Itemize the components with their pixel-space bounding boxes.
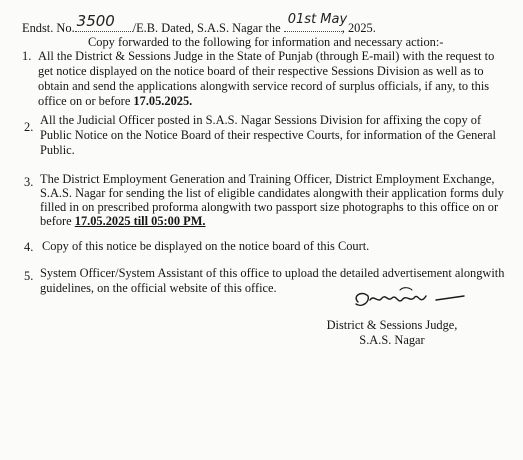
date-handwritten: 01st May xyxy=(287,12,348,27)
item-line: Public. xyxy=(40,143,75,157)
item-line: All the Judicial Officer posted in S.A.S. Nagar Sessions Division for affixing the copy of xyxy=(40,113,482,127)
item-line: S.A.S. Nagar for sending the list of eligible candidates alongwith their application forms duly xyxy=(40,186,504,200)
item-number: 4. xyxy=(24,240,34,254)
deadline-date: 17.05.2025. xyxy=(133,94,193,108)
copy-forwarded-line: Copy forwarded to the following for information and necessary action:- xyxy=(88,35,444,49)
endst-suffix: /E.B. Dated, S.A.S. Nagar the xyxy=(132,21,281,35)
item-line: guidelines, on the official website of this office. xyxy=(40,281,277,295)
item-number: 3. xyxy=(24,175,34,189)
signatory-title: District & Sessions Judge, xyxy=(326,318,458,332)
endst-number-field xyxy=(75,12,133,32)
item-line: Public Notice on the Notice Board of their respective Courts, for information of the General xyxy=(40,128,496,142)
endst-prefix: Endst. No. xyxy=(22,21,75,35)
item-line xyxy=(40,214,206,229)
item-number: 2. xyxy=(24,120,34,134)
endst-number-handwritten: 3500 xyxy=(76,12,115,30)
year-text: , 2025. xyxy=(341,21,376,35)
signatory-block xyxy=(318,318,466,348)
item-line: The District Employment Generation and Training Officer, District Employment Exchange, xyxy=(40,172,495,186)
endorsement-line xyxy=(22,12,462,36)
item-line-prefix: before xyxy=(40,214,75,228)
item-line-prefix: office on or before xyxy=(38,94,134,108)
signatory-place: S.A.S. Nagar xyxy=(359,333,425,347)
item-number: 1. xyxy=(22,49,32,63)
item-line: Copy of this notice be displayed on the notice board of this Court. xyxy=(42,239,370,253)
item-line: filled in on prescribed proforma alongwith two passport size photographs to this office on or xyxy=(40,200,499,214)
item-number: 5. xyxy=(24,269,34,283)
item-line xyxy=(38,94,192,109)
item-line: All the District & Sessions Judge in the State of Punjab (through E-mail) with the request to xyxy=(38,49,495,63)
handwritten-signature xyxy=(340,282,470,316)
item-line: get notice displayed on the notice board of their respective Sessions Division as well as to xyxy=(38,64,484,78)
item-line: obtain and send the applications alongwith service record of surplus officials, if any, to this xyxy=(38,79,490,93)
item-line: System Officer/System Assistant of this office to upload the detailed advertisement alongwith xyxy=(40,266,505,280)
date-field xyxy=(284,12,348,32)
deadline-date-time: 17.05.2025 till 05:00 PM. xyxy=(74,214,206,228)
